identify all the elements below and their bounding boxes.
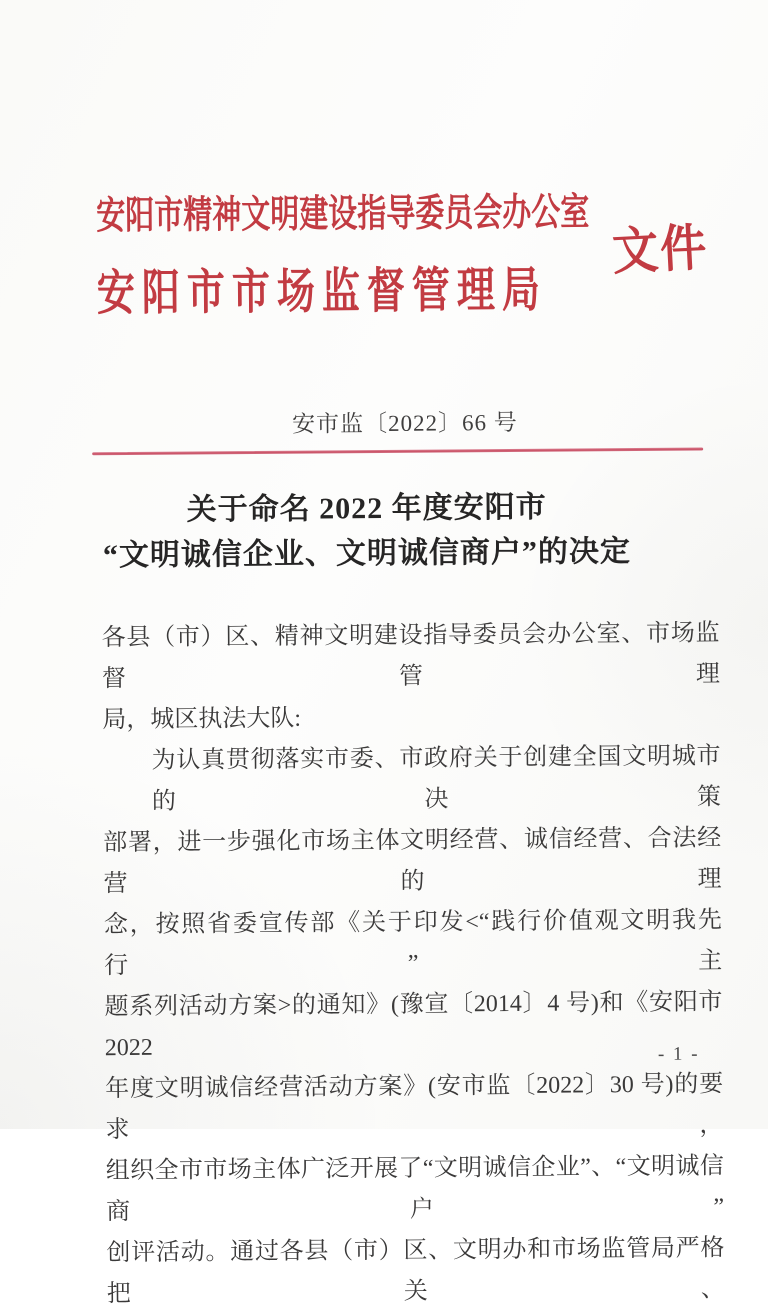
document-number: 安市监〔2022〕66 号 [291,409,518,437]
body-line: 创评活动。通过各县（市）区、文明办和市场监管局严格把关、 [106,1235,725,1308]
issuing-org-secondary [96,250,548,322]
document-title-line-2: “文明诚信企业、文明诚信商户”的决定 [102,535,632,573]
issuing-org-secondary-text: 安阳市市场监督管理局 [96,263,548,322]
doc-type-label: 文件 [610,219,710,281]
issuing-org-primary-text: 安阳市精神文明建设指导委员会办公室 [96,191,590,238]
document-title-line-1: 关于命名 2022 年度安阳市 [186,490,547,527]
document-body [101,613,724,1315]
red-divider-rule [92,447,703,455]
body-line: 念，按照省委宣传部《关于印发<“践行价值观文明我先行”主 [103,907,723,980]
issuing-org-primary [96,182,590,238]
document-title [0,483,751,579]
body-line: 题系列活动方案>的通知》(豫宣〔2014〕4 号)和《安阳市 2022 [104,989,723,1062]
body-line: 局，城区执法大队: [102,705,302,734]
body-line: 各县（市）区、精神文明建设指导委员会办公室、市场监督管理 [101,620,721,693]
body-line: 为认真贯彻落实市委、市政府关于创建全国文明城市的决策 [151,743,722,815]
body-line: 组织全市市场主体广泛开展了“文明诚信企业”、“文明诚信商户” [105,1153,725,1226]
page-number: - 1 - [657,1043,700,1065]
body-line: 年度文明诚信经营活动方案》(安市监〔2022〕30 号)的要求， [105,1071,724,1144]
body-line: 部署，进一步强化市场主体文明经营、诚信经营、合法经营的理 [103,825,722,898]
